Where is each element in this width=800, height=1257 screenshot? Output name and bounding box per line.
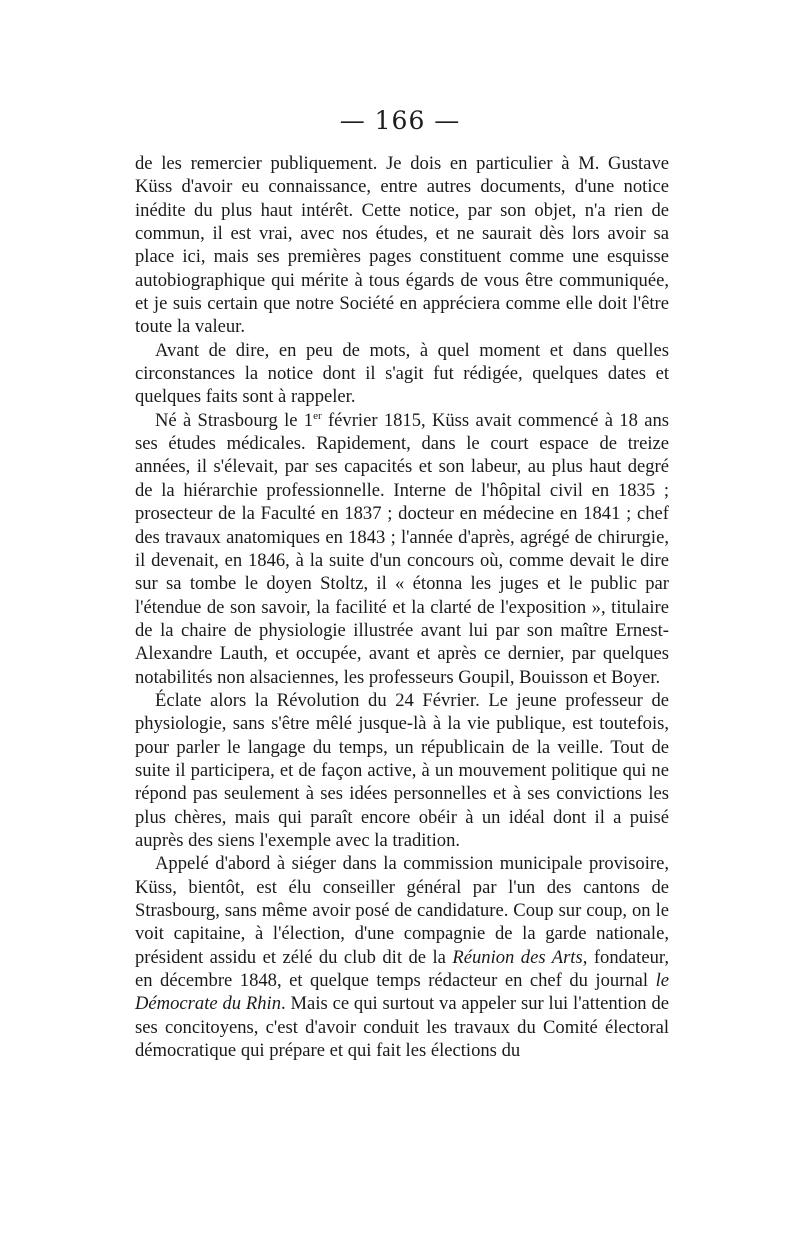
paragraph [135,689,669,852]
text-run: Avant de dire, en peu de mots, à quel moment et dans quelles circonstances la notice dont il s'agit fut rédigée, quelques dates et quelques faits sont à rappeler. [135,339,669,408]
text-run: Éclate alors la Révolution du 24 Février. Le jeune professeur de physiologie, sans s'être mêlé jusque-là à la vie publique, est toutefois, pour parler le langage du temps, un républicain de la veille. Tout de suite il participera, et de façon active, à un mouvement politique qui ne répond pas seulement à ses idées personnelles et à ses convictions les plus chères, mais qui paraît encore obéir à un idéal dont il a puisé auprès des siens l'exemple avec la tradition. [135,689,669,851]
italic-title: Réunion des Arts [452,946,583,968]
paragraph [135,152,669,339]
body-text [135,152,669,1062]
text-run: février 1815, Küss avait commencé à 18 ans ses études médicales. Rapidement, dans le court espace de treize années, il s'élevait, par ses capacités et son labeur, au plus haut degré de la hiérarchie professionnelle. Interne de l'hôpital civil en 1835 ; prosecteur de la Faculté en 1837 ; docteur en médecine en 1841 ; chef des travaux anatomiques en 1843 ; l'année d'après, agrégé de chirurgie, il devenait, en 1846, à la suite d'un concours où, comme devait le dire sur sa tombe le doyen Stoltz, il « étonna les juges et le public par l'étendue de son savoir, la facilité et la clarté de l'exposition », titulaire de la chaire de physiologie illustrée avant lui par son maître Ernest-Alexandre Lauth, et occupée, avant et après ce dernier, par quelques notabilités non alsaciennes, les professeurs Goupil, Bouisson et Boyer. [135,409,669,688]
text-run: Appelé d'abord à siéger dans la commission municipale provisoire, Küss, bientôt, est élu conseiller général par l'un des cantons de Strasbourg, sans même avoir posé de candidature. Coup sur coup, on le voit capitaine, à l'élection, d'une compagnie de la garde nationale, président assidu et zélé du club dit de la [135,853,669,968]
text-run: Né à Strasbourg le 1 [155,409,314,431]
paragraph [135,339,669,409]
italic-title: le Démocrate du Rhin [135,970,669,1015]
paragraph [135,409,669,689]
text-run: . Mais ce qui surtout va appeler sur lui l'attention de ses concitoyens, c'est d'avoir conduit les travaux du Comité électoral démocratique qui prépare et qui fait les élections du [135,993,669,1062]
superscript: er [313,409,322,422]
page-number: — 166 — [339,106,461,135]
text-run: de les remercier publiquement. Je dois en particulier à M. Gustave Küss d'avoir eu connaissance, entre autres documents, d'une notice inédite du plus haut intérêt. Cette notice, par son objet, n'a rien de commun, il est vrai, avec nos études, et ne saurait dès lors avoir sa place ici, mais ses premières pages constituent comme une esquisse autobiographique qui mérite à tous égards de vous être communiquée, et je suis certain que notre Société en appréciera comme elle doit l'être toute la valeur. [135,153,669,338]
paragraph [135,852,669,1062]
text-run: , fondateur, en décembre 1848, et quelque temps rédacteur en chef du journal [135,946,669,992]
